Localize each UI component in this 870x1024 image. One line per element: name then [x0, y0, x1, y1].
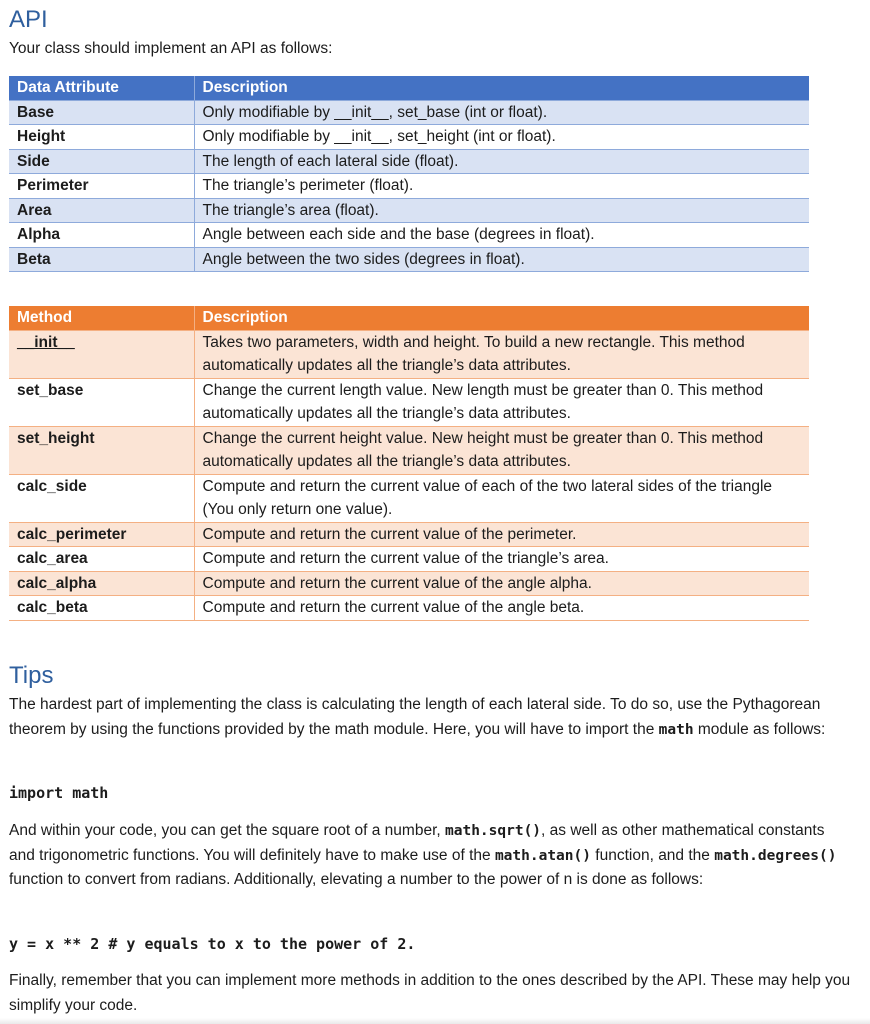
attr-header-name: Data Attribute: [9, 76, 194, 100]
method-table: [9, 306, 809, 621]
method-description-cell: Compute and return the current value of the triangle’s area.: [194, 547, 809, 572]
attr-row: [9, 223, 809, 248]
tips-paragraph-3: Finally, remember that you can implement more methods in addition to the ones described by the API. These may help you simplify your code.: [9, 972, 851, 1014]
code-power-example: y = x ** 2 # y equals to x to the power of 2.: [9, 935, 416, 953]
attr-description-cell: Only modifiable by __init__, set_height (int or float).: [194, 125, 809, 150]
method-name-cell: calc_area: [9, 547, 194, 572]
attr-row: [9, 149, 809, 174]
method-name-cell: calc_beta: [9, 596, 194, 621]
method-name-cell: calc_side: [9, 474, 194, 522]
method-name-cell: __init__: [9, 330, 194, 378]
tips-p1-text: The hardest part of implementing the class is calculating the length of each lateral side. To do so, use the Pythagorean theorem by using the functions provided by the math module. Here, you will have to import the: [9, 696, 821, 738]
attr-name-cell: Side: [9, 149, 194, 174]
attr-name-cell: Area: [9, 198, 194, 223]
tips-heading: Tips: [9, 662, 54, 689]
inline-code-math: math: [658, 721, 694, 738]
method-row: [9, 426, 809, 474]
method-table-body: [9, 330, 809, 620]
attr-table-body: [9, 100, 809, 272]
method-description-cell: Change the current height value. New height must be greater than 0. This method automatically updates all the triangle’s data attributes.: [194, 426, 809, 474]
method-row: [9, 474, 809, 522]
method-row: [9, 571, 809, 596]
attr-description-cell: Angle between each side and the base (degrees in float).: [194, 223, 809, 248]
api-heading: API: [9, 6, 48, 33]
attr-description-cell: The length of each lateral side (float).: [194, 149, 809, 174]
tips-p2-text-a: And within your code, you can get the square root of a number,: [9, 822, 445, 839]
inline-code-sqrt: math.sqrt(): [445, 823, 542, 839]
tips-paragraph-2: [9, 819, 854, 893]
attr-row: [9, 174, 809, 199]
data-attribute-table: [9, 76, 809, 272]
attr-name-cell: Beta: [9, 247, 194, 272]
method-row: [9, 547, 809, 572]
attr-description-cell: The triangle’s perimeter (float).: [194, 174, 809, 199]
method-description-cell: Compute and return the current value of the angle beta.: [194, 596, 809, 621]
attr-name-cell: Perimeter: [9, 174, 194, 199]
method-row: [9, 378, 809, 426]
attr-row: [9, 198, 809, 223]
method-description-cell: Compute and return the current value of the angle alpha.: [194, 571, 809, 596]
tips-p2-text-b: , as well as other mathematical constants and trigonometric functions. You will definitely have to make use of the: [9, 822, 825, 864]
attr-row: [9, 100, 809, 125]
method-header-description: Description: [194, 306, 809, 330]
method-row: [9, 522, 809, 547]
attr-description-cell: The triangle’s area (float).: [194, 198, 809, 223]
method-name-cell: set_height: [9, 426, 194, 474]
method-name-cell: calc_alpha: [9, 571, 194, 596]
method-row: [9, 330, 809, 378]
attr-description-cell: Angle between the two sides (degrees in float).: [194, 247, 809, 272]
tips-paragraph-1: [9, 693, 854, 742]
tips-p1-text-end: module as follows:: [693, 720, 826, 738]
method-description-cell: Takes two parameters, width and height. To build a new rectangle. This method automatically updates all the triangle’s data attributes.: [194, 330, 809, 378]
tips-p2-text-c: function, and the: [590, 846, 715, 864]
attr-description-cell: Only modifiable by __init__, set_base (int or float).: [194, 100, 809, 125]
code-import-math: import math: [9, 784, 109, 802]
inline-code-degrees: math.degrees(): [714, 847, 837, 864]
method-name-cell: set_base: [9, 378, 194, 426]
attr-name-cell: Height: [9, 125, 194, 150]
attr-header-description: Description: [194, 76, 809, 100]
method-name-cell: calc_perimeter: [9, 522, 194, 547]
method-description-cell: Compute and return the current value of the perimeter.: [194, 522, 809, 547]
attr-name-cell: Alpha: [9, 223, 194, 248]
attr-row: [9, 125, 809, 150]
attr-name-cell: Base: [9, 100, 194, 125]
tips-p2-text-d: function to convert from radians. Additionally, elevating a number to the power of n is done as follows:: [9, 871, 704, 888]
method-header-name: Method: [9, 306, 194, 330]
method-row: [9, 596, 809, 621]
method-description-cell: Change the current length value. New length must be greater than 0. This method automatically updates all the triangle’s data attributes.: [194, 378, 809, 426]
page-bottom-shadow: [0, 1018, 870, 1024]
inline-code-atan: math.atan(): [494, 847, 591, 864]
method-description-cell: Compute and return the current value of each of the two lateral sides of the triangle (You only return one value).: [194, 474, 809, 522]
api-intro-text: Your class should implement an API as follows:: [9, 40, 333, 57]
attr-row: [9, 247, 809, 272]
